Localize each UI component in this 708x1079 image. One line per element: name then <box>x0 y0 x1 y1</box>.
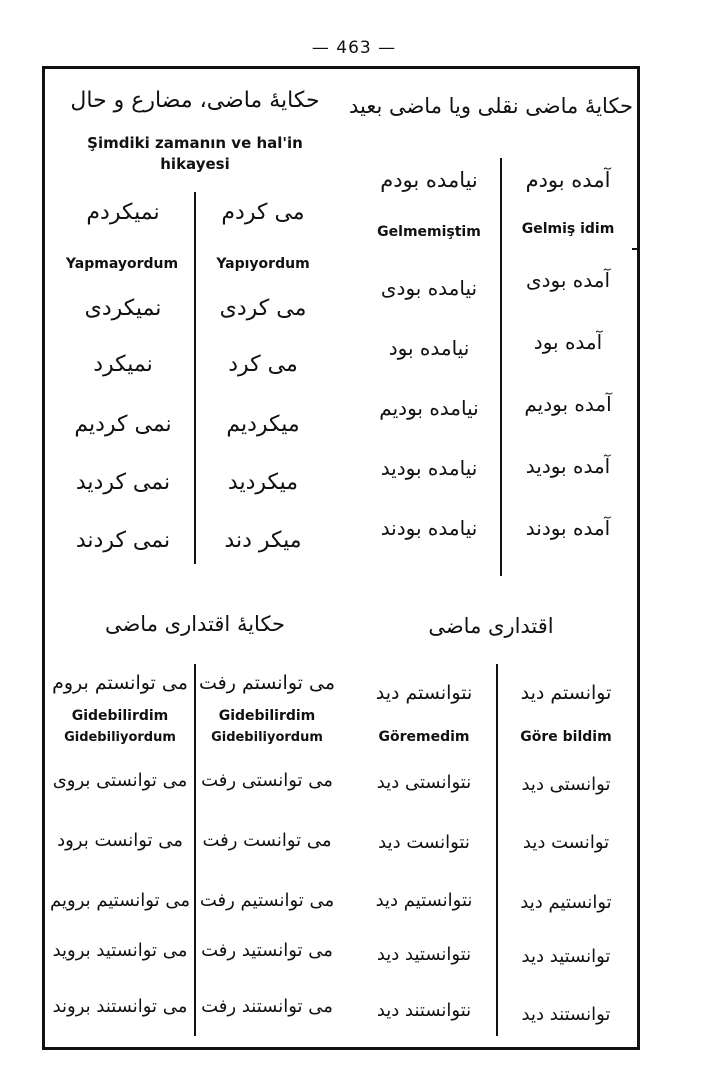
list-item: میکردیم <box>226 412 300 437</box>
s2-left-col-a-head-tr2: Gidebiliyordum <box>64 730 176 745</box>
list-item: آمده بودید <box>525 454 611 478</box>
list-item: آمده بودیم <box>524 392 612 416</box>
s1-right-col-b-head-tr: Gelmiş idim <box>521 221 615 237</box>
s2-right-col-a-head-tr: Göremedim <box>378 729 470 745</box>
list-item: می کرد <box>228 352 298 377</box>
list-item: نمی کردیم <box>74 412 172 437</box>
list-item: می توانستند بروند <box>52 996 188 1017</box>
list-item: می توانست رفت <box>202 830 332 851</box>
list-item: نیامده بودیم <box>379 396 479 420</box>
s2-left-col-b-head-tr1: Gidebilirdim <box>218 708 316 724</box>
page-number: — 463 — <box>311 38 397 58</box>
list-item: می توانستید رفت <box>201 940 333 961</box>
list-item: نیامده بود <box>388 336 470 360</box>
s2-left-col-a-head-ar: می توانستم بروم <box>52 672 188 694</box>
s1-left-title-tr-2: hikayesi <box>160 155 230 173</box>
list-item: نتوانست دید <box>378 832 470 853</box>
s1-left-col-b-head-ar: می کردم <box>221 200 305 225</box>
list-item: توانستی دید <box>521 774 611 795</box>
list-item: توانستند دید <box>521 1004 611 1025</box>
s1-left-col-b-head-tr: Yapıyordum <box>216 256 310 272</box>
s2-right-col-b-head-tr: Göre bildim <box>520 729 612 745</box>
s2-right-title-ar: اقتداری ماضی <box>428 614 554 638</box>
list-item: نتوانستید دید <box>376 944 472 965</box>
s1-right-col-b-head-ar: آمده بودم <box>525 168 611 192</box>
list-item: میکردید <box>227 470 299 495</box>
list-item: نمیکردی <box>84 296 162 321</box>
list-item: توانستید دید <box>521 946 611 967</box>
s1-left-title-ar: حکایهٔ ماضی، مضارع و حال <box>70 88 320 113</box>
s1-left-col-a-head-tr: Yapmayordum <box>65 256 179 272</box>
list-item: می توانست برود <box>57 830 183 851</box>
s1-right-col-a-head-tr: Gelmemiştim <box>377 224 481 240</box>
list-item: نتوانستیم دید <box>375 890 473 911</box>
list-item: می توانستید بروید <box>52 940 188 961</box>
list-item: می توانستی بروی <box>52 770 188 791</box>
list-item: می کردی <box>219 296 307 321</box>
list-item: نتوانستی دید <box>376 772 472 793</box>
s1-left-col-a-head-ar: نمیکردم <box>86 200 160 225</box>
s2-right-col-b-head-ar: توانستم دید <box>520 682 612 704</box>
s1-right-divider <box>500 158 502 576</box>
list-item: آمده بودند <box>525 516 611 540</box>
s2-right-col-a-head-ar: نتوانستم دید <box>375 682 473 704</box>
list-item: می توانستی رفت <box>201 770 333 791</box>
list-item: نمیکرد <box>93 352 153 377</box>
list-item: توانست دید <box>522 832 610 853</box>
list-item: نیامده بودی <box>380 276 478 300</box>
list-item: می توانستند رفت <box>201 996 333 1017</box>
list-item: آمده بود <box>533 330 603 354</box>
list-item: می توانستیم رفت <box>199 890 335 911</box>
s1-right-col-a-head-ar: نیامده بودم <box>380 168 478 192</box>
list-item: نیامده بودند <box>380 516 478 540</box>
s1-left-title-tr-1: Şimdiki zamanın ve hal'in <box>87 134 303 152</box>
list-item: می توانستیم برویم <box>50 890 190 911</box>
s1-right-title-ar: حکایهٔ ماضی نقلی ویا ماضی بعید <box>348 94 634 118</box>
list-item: نیامده بودید <box>380 456 478 480</box>
list-item: نتوانستند دید <box>376 1000 472 1021</box>
list-item: میکر دند <box>224 528 302 553</box>
s2-left-title-ar: حکایهٔ اقتداری ماضی <box>104 612 286 636</box>
list-item: نمی کردید <box>75 470 171 495</box>
s2-left-col-a-head-tr1: Gidebilirdim <box>71 708 169 724</box>
list-item: توانستیم دید <box>520 892 612 913</box>
s2-left-col-b-head-ar: می توانستم رفت <box>198 672 335 694</box>
s1-right-tick <box>632 248 640 250</box>
s2-left-col-b-head-tr2: Gidebiliyordum <box>211 730 323 745</box>
list-item: آمده بودی <box>525 268 611 292</box>
s1-left-divider <box>194 192 196 564</box>
list-item: نمی کردند <box>75 528 171 553</box>
s2-right-divider <box>496 664 498 1036</box>
